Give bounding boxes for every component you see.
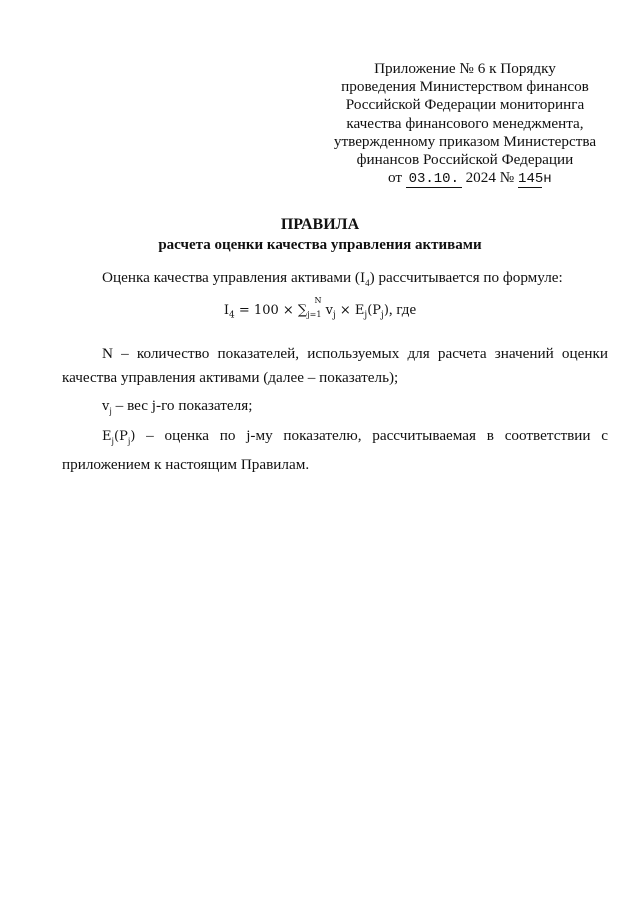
formula-tail: , где [388, 302, 417, 318]
definition-v [62, 394, 608, 423]
def-n-text: – количество показателей, используемых для расчета значений оценки качества управления активами (далее – показатель); [62, 345, 608, 386]
formula-paren-close: ) [383, 303, 389, 318]
appendix-date-line [330, 169, 600, 188]
formula-e-sub: j [364, 310, 368, 321]
appendix-line-2: проведения Министерством финансов [341, 78, 589, 96]
formula-p-sub: j [381, 310, 384, 321]
formula-sum [297, 296, 322, 319]
def-e-paren-open: (P [114, 429, 128, 444]
number-sign: № [499, 169, 515, 187]
appendix-line-1: Приложение № 6 к Порядку [374, 60, 556, 77]
formula-paren-open: (P [367, 303, 382, 318]
def-v-symbol: v [102, 399, 110, 414]
number-field: 145н [518, 171, 552, 188]
formula-lhs-sub: 4 [229, 310, 235, 321]
def-e-sub: j [111, 436, 115, 447]
sum-sign: ∑ [297, 303, 308, 318]
def-v-text: – вес j-го показателя; [111, 397, 253, 414]
sum-upper: N [314, 296, 322, 305]
intro-symbol: I [359, 271, 366, 286]
def-e-symbol: E [102, 429, 112, 444]
date-prefix: от [387, 169, 402, 187]
formula-equals: = 100 × [234, 303, 298, 318]
sum-lower: j=1 [307, 310, 322, 319]
formula-term1-sub: j [332, 310, 336, 321]
appendix-line-3: Российской Федерации мониторинга [345, 96, 585, 114]
intro-text-before: Оценка качества управления активами ( [102, 269, 360, 286]
definition-e [62, 424, 608, 477]
def-v-sub: j [109, 406, 112, 417]
appendix-header [330, 60, 600, 188]
title-main: ПРАВИЛА [280, 216, 360, 233]
formula-lhs: I [223, 303, 230, 318]
date-field: 03.10. [406, 172, 462, 188]
formula-times: × E [335, 303, 365, 318]
intro-paragraph [62, 266, 608, 295]
document-title [0, 215, 640, 255]
def-e-p-sub: j [127, 436, 131, 447]
formula [0, 296, 640, 321]
definition-n [62, 342, 608, 390]
appendix-line-6: финансов Российской Федерации [356, 151, 574, 169]
intro-symbol-sub: 4 [365, 278, 370, 289]
title-subtitle: расчета оценки качества управления активами [158, 237, 482, 253]
intro-text-after: ) рассчитывается по формуле: [369, 269, 563, 286]
def-n-symbol: N [102, 345, 113, 362]
formula-term1: v [321, 303, 333, 318]
year: 2024 [465, 169, 496, 187]
appendix-line-5: утвержденному приказом Министерства [333, 132, 597, 150]
appendix-line-4: качества финансового менеджмента, [346, 114, 584, 132]
def-e-text: – оценка по j-му показателю, рассчитываемая в соответствии с приложением к настоящим Правилам. [62, 427, 608, 474]
def-e-paren-close: ) [130, 429, 136, 444]
